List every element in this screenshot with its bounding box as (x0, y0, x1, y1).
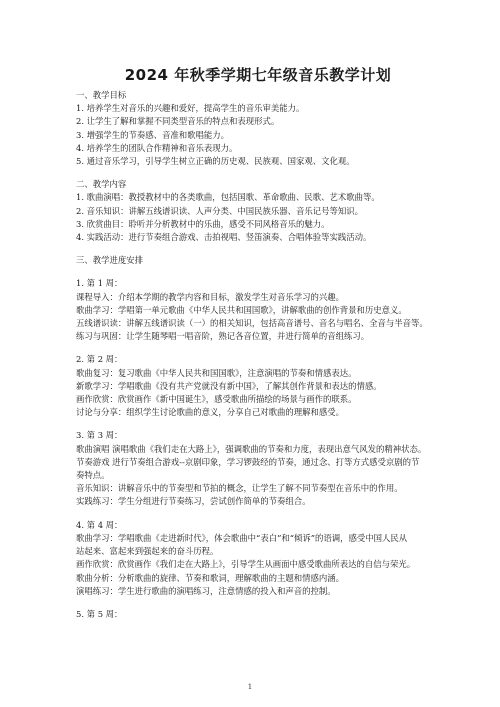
week-line: 练习与巩固：让学生随琴唱一唱音阶，熟记各音位置，并进行简单的音组练习。 (76, 331, 370, 342)
week-label: 5. 第 5 周： (76, 608, 123, 619)
week-line: 歌曲学习：学唱歌曲《走进新时代》，体会歌曲中“表白”和“倾诉”的语调，感受中国人民从 (76, 532, 408, 543)
goal-item: 3. 增强学生的节奏感、音准和歌唱能力。 (76, 129, 230, 140)
section-heading: 三、教学进度安排 (76, 255, 143, 266)
week-line: 歌曲复习：复习歌曲《中华人民共和国国歌》，注意演唱的节奏和情感表达。 (76, 367, 357, 378)
page-number: 1 (247, 683, 253, 691)
week-line: 课程导入：介绍本学期的教学内容和目标，激发学生对音乐学习的兴趣。 (76, 291, 344, 302)
week-block (76, 429, 440, 508)
week-label: 4. 第 4 周： (76, 519, 123, 530)
content-item: 3. 欣赏曲目：聆听并分析教材中的乐曲，感受不同风格音乐的魅力。 (76, 218, 330, 229)
week-line: 画作欣赏：欣赏画作《新中国诞生》，感受歌曲所描绘的场景与画作的联系。 (76, 394, 357, 405)
section-teaching-content (76, 178, 440, 244)
section-teaching-goals (76, 89, 440, 168)
week-label: 2. 第 2 周： (76, 354, 123, 365)
week-line: 画作欣赏：欣赏画作《我们走在大路上》，引导学生从画面中感受歌曲所表达的自信与荣光。 (76, 559, 416, 570)
section-heading: 二、教学内容 (76, 179, 127, 190)
section-heading: 一、教学目标 (76, 90, 127, 100)
week-line: 实践练习：学生分组进行节奏练习，尝试创作简单的节奏组合。 (76, 496, 311, 507)
week-block (76, 277, 440, 343)
week-line: 歌曲学习：学唱第一单元歌曲《中华人民共和国国歌》，讲解歌曲的创作背景和历史意义。 (76, 304, 407, 315)
week-line: 音乐知识：讲解音乐中的节奏型和节拍的概念，让学生了解不同节奏型在音乐中的作用。 (76, 483, 403, 494)
content-item: 1. 歌曲演唱：教授教材中的各类歌曲，包括国歌、革命歌曲、民歌、艺术歌曲等。 (76, 192, 380, 203)
week-line: 五线谱识读：讲解五线谱识读（一）的相关知识，包括高音谱号、音名与唱名、全音与半音等。 (76, 318, 428, 329)
goal-item: 4. 培养学生的团队合作精神和音乐表现力。 (76, 142, 238, 153)
week-line: 歌曲演唱 演唱歌曲《我们走在大路上》，强调歌曲的节奏和力度，表现出意气风发的精神状态。 (76, 443, 427, 454)
goal-item: 2. 让学生了解和掌握不同类型音乐的特点和表现形式。 (76, 116, 280, 127)
week-line: 新歌学习：学唱歌曲《没有共产党就没有新中国》，了解其创作背景和表达的情感。 (76, 380, 382, 391)
week-line: 节奏游戏 进行节奏组合游戏--京剧印象，学习锣鼓经的节奏，通过念、打等方式感受京剧的节 (76, 456, 420, 467)
goal-item: 1. 培养学生对音乐的兴趣和爱好，提高学生的音乐审美能力。 (76, 103, 305, 114)
week-label: 3. 第 3 周： (76, 430, 123, 441)
content-item: 2. 音乐知识：讲解五线谱识读、人声分类、中国民族乐器、音乐记号等知识。 (76, 205, 364, 216)
document-title: 2024 年秋季学期七年级音乐教学计划 (124, 66, 392, 84)
content-item: 4. 实践活动：进行节奏组合游戏、击拍视唱、竖笛演奏、合唱体验等实践活动。 (76, 232, 372, 243)
week-block (76, 519, 440, 598)
week-line: 歌曲分析：分析歌曲的旋律、节奏和歌词，理解歌曲的主题和情感内涵。 (76, 572, 344, 583)
week-block (76, 353, 440, 419)
week-label: 1. 第 1 周： (76, 278, 123, 289)
week-line: 讨论与分享：组织学生讨论歌曲的意义，分享自己对歌曲的理解和感受。 (76, 407, 344, 418)
week-line: 站起来、富起来到强起来的奋斗历程。 (76, 546, 219, 557)
goal-item: 5. 通过音乐学习，引导学生树立正确的历史观、民族观、国家观、文化观。 (76, 156, 355, 167)
week-line: 奏特点。 (76, 470, 110, 481)
section-schedule (76, 254, 440, 621)
week-line: 演唱练习：学生进行歌曲的演唱练习，注意情感的投入和声音的控制。 (76, 585, 336, 596)
week-block (76, 608, 440, 621)
